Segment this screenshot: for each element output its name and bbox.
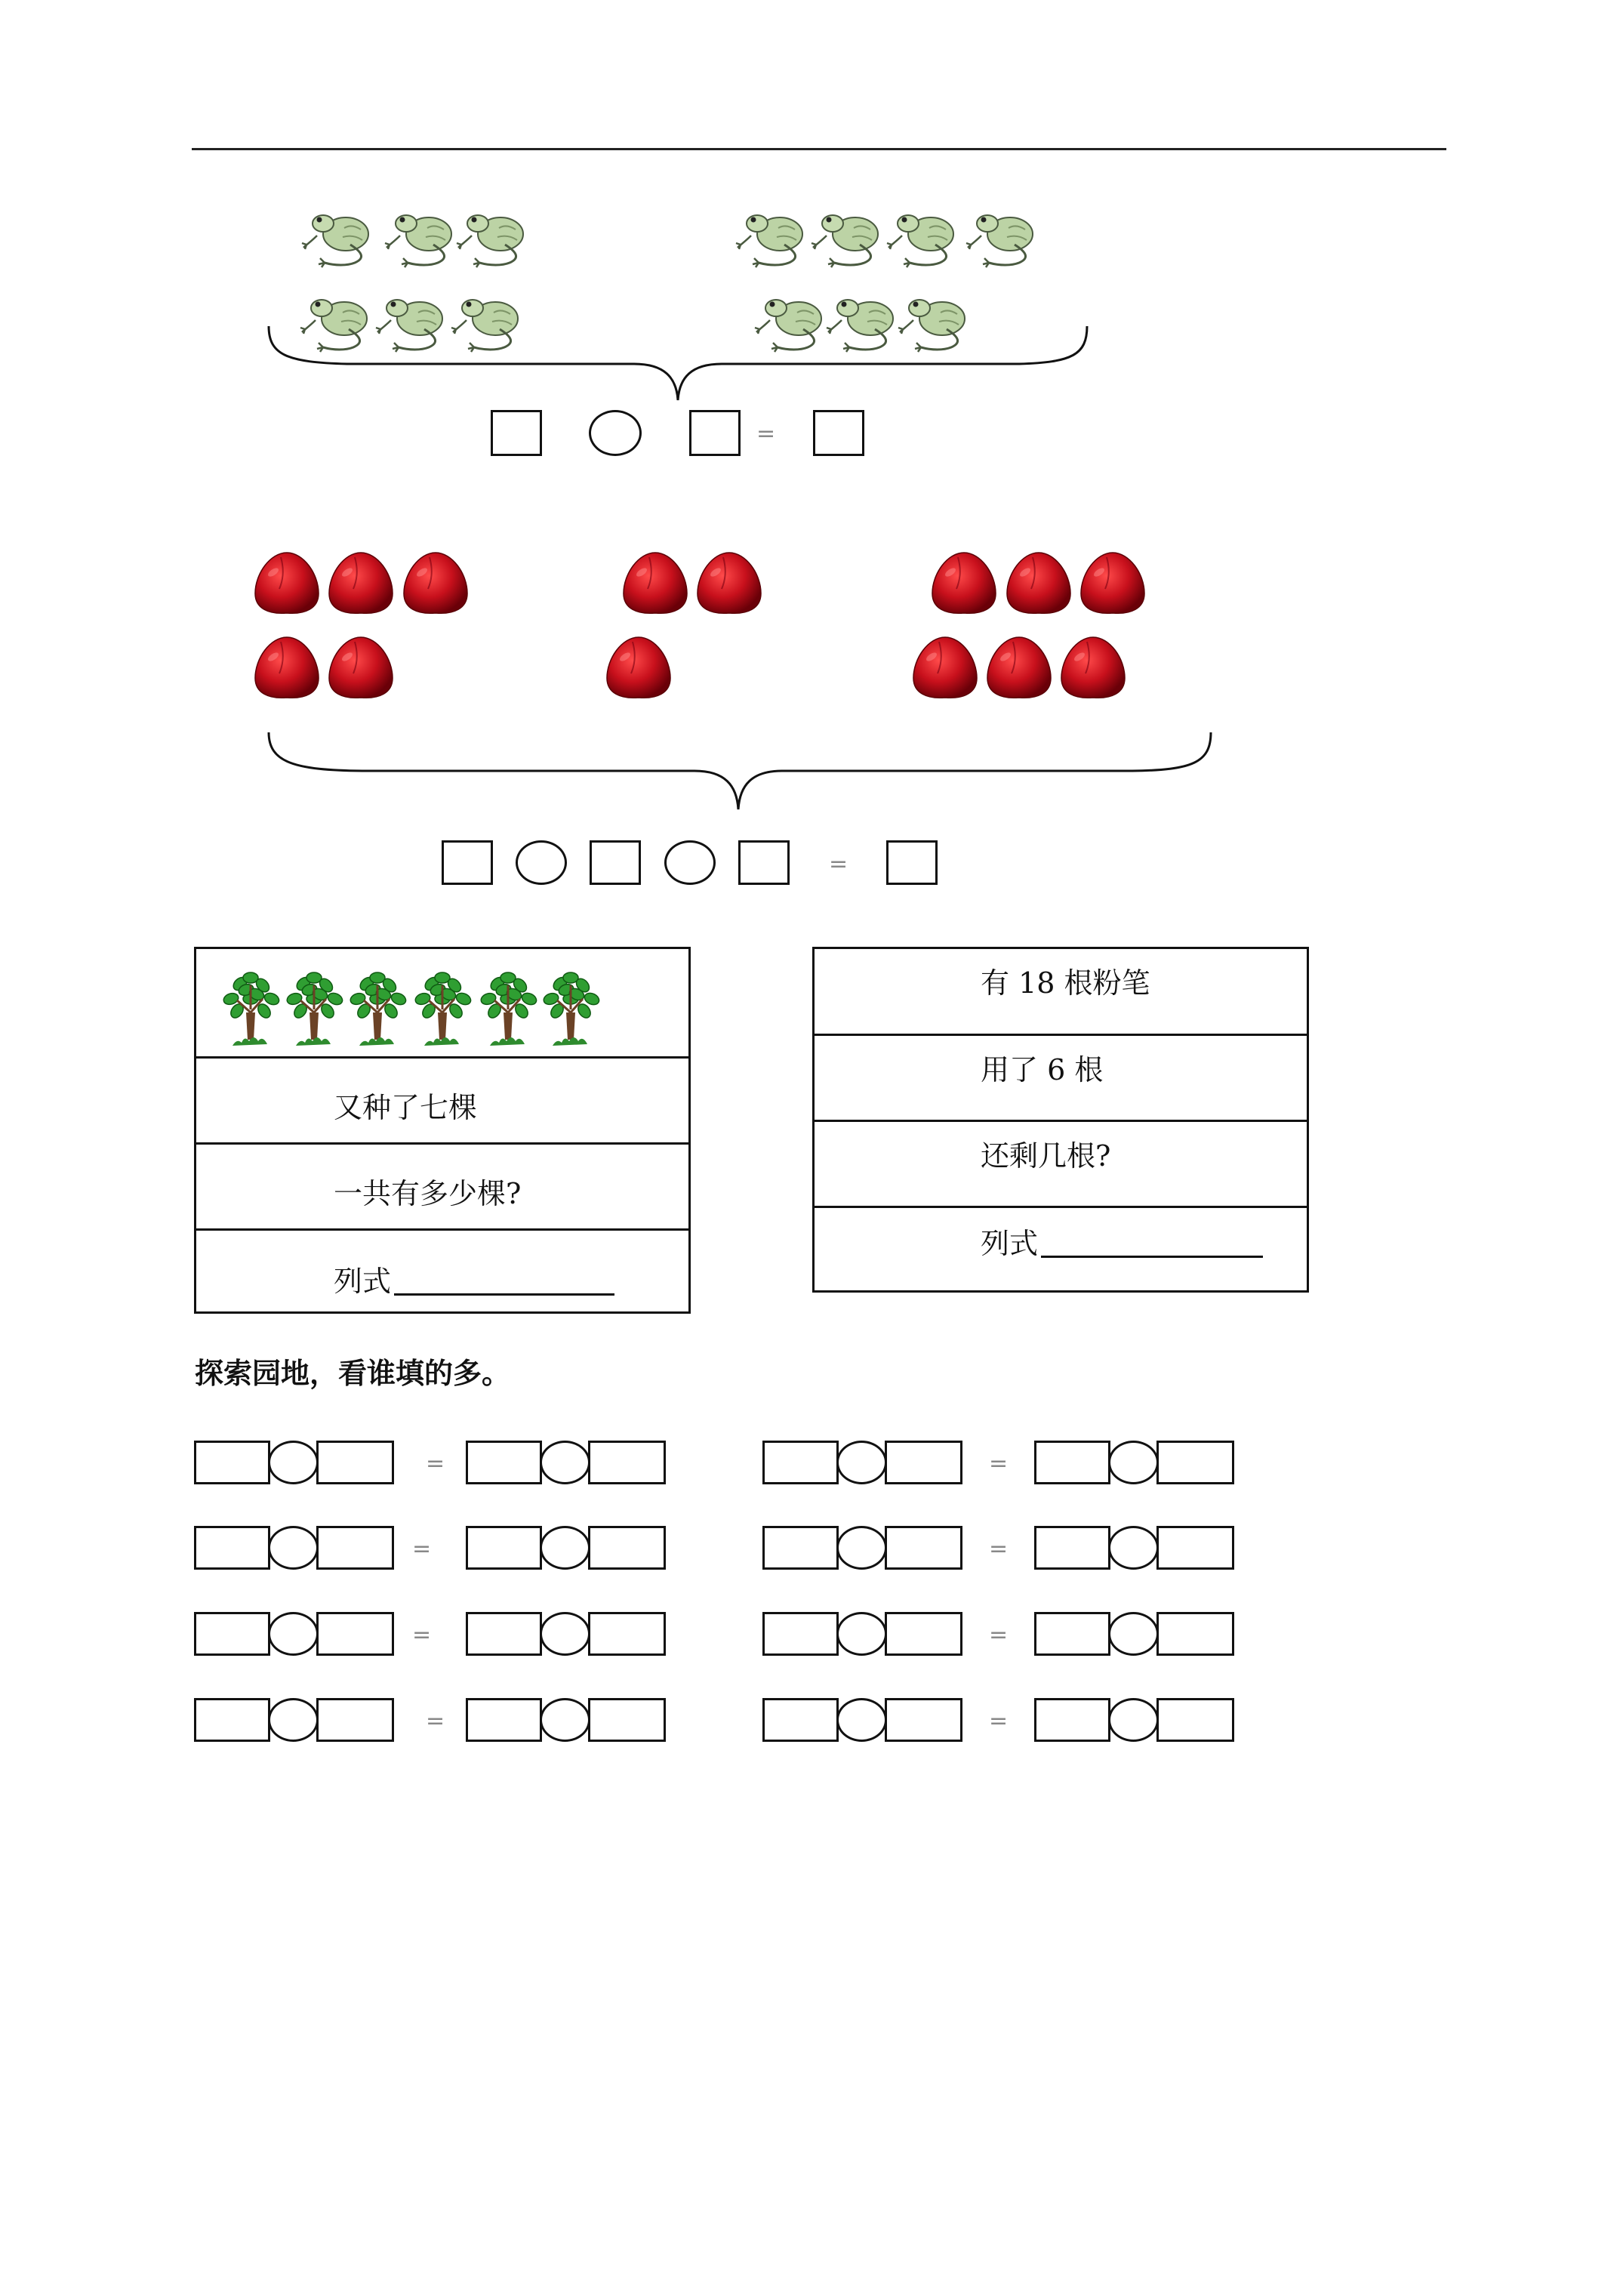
equals-sign: = <box>756 421 776 447</box>
operator-circle[interactable] <box>540 1612 590 1656</box>
operator-circle-1[interactable] <box>516 840 567 885</box>
answer-box[interactable] <box>466 1698 542 1742</box>
formula-line <box>334 1267 614 1296</box>
tree-icon <box>542 972 601 1046</box>
operator-circle[interactable] <box>836 1526 887 1570</box>
card-row <box>815 1206 1307 1293</box>
answer-box[interactable] <box>885 1526 962 1570</box>
formula-label: 列式 <box>981 1227 1039 1260</box>
equals-sign: = <box>989 1450 1009 1477</box>
answer-box[interactable] <box>1156 1698 1234 1742</box>
answer-box[interactable] <box>1156 1441 1234 1484</box>
tree-icon <box>414 972 473 1046</box>
equals-sign: = <box>412 1536 432 1562</box>
answer-box-3[interactable] <box>738 840 790 885</box>
tree-icon <box>479 972 538 1046</box>
operator-circle[interactable] <box>268 1441 319 1484</box>
formula-line <box>981 1229 1263 1258</box>
answer-box[interactable] <box>885 1441 962 1484</box>
problem-text: 用了 6 根 <box>981 1053 1104 1086</box>
card-row <box>196 1142 688 1228</box>
problem-text: 又种了七棵 <box>334 1091 478 1124</box>
answer-box[interactable] <box>1156 1526 1234 1570</box>
answer-box[interactable] <box>466 1441 542 1484</box>
formula-blank[interactable] <box>1041 1230 1263 1258</box>
section-heading: 探索园地，看谁填的多。 <box>195 1356 511 1390</box>
answer-box[interactable] <box>588 1526 666 1570</box>
operator-circle[interactable] <box>1108 1612 1159 1656</box>
operator-circle[interactable] <box>836 1698 887 1742</box>
operator-circle[interactable] <box>540 1526 590 1570</box>
equals-sign: = <box>989 1708 1009 1734</box>
card-trees <box>194 947 691 1314</box>
operator-circle[interactable] <box>268 1526 319 1570</box>
operator-circle-2[interactable] <box>664 840 716 885</box>
card-row <box>815 1120 1307 1206</box>
operator-circle[interactable] <box>540 1698 590 1742</box>
card-row <box>196 1056 688 1142</box>
answer-box[interactable] <box>762 1698 839 1742</box>
equals-sign: = <box>426 1708 445 1734</box>
question-text: 一共有多少棵? <box>334 1177 522 1210</box>
answer-box[interactable] <box>1034 1441 1110 1484</box>
equals-sign: = <box>426 1450 445 1477</box>
answer-box[interactable] <box>762 1612 839 1656</box>
equals-sign: = <box>412 1622 432 1648</box>
equals-sign: = <box>829 851 848 877</box>
formula-label: 列式 <box>334 1265 392 1298</box>
card-row <box>196 1228 688 1314</box>
tree-row <box>196 949 693 1055</box>
answer-box-2[interactable] <box>590 840 641 885</box>
answer-box[interactable] <box>194 1698 270 1742</box>
answer-box[interactable] <box>194 1612 270 1656</box>
card-chalk <box>812 947 1309 1293</box>
question-text: 还剩几根? <box>981 1139 1111 1173</box>
answer-box[interactable] <box>1034 1612 1110 1656</box>
formula-blank[interactable] <box>394 1268 614 1296</box>
equals-sign: = <box>989 1536 1009 1562</box>
operator-circle[interactable] <box>268 1612 319 1656</box>
answer-box[interactable] <box>1034 1698 1110 1742</box>
brace-section2 <box>0 0 1623 831</box>
card-row <box>815 1034 1307 1120</box>
tree-icon <box>349 972 408 1046</box>
answer-box[interactable] <box>466 1612 542 1656</box>
tree-icon <box>222 972 281 1046</box>
answer-box[interactable] <box>762 1441 839 1484</box>
operator-circle[interactable] <box>836 1441 887 1484</box>
tree-icon <box>285 972 344 1046</box>
operator-circle[interactable] <box>1108 1526 1159 1570</box>
answer-box[interactable] <box>885 1698 962 1742</box>
answer-box[interactable] <box>194 1441 270 1484</box>
answer-box[interactable] <box>316 1612 394 1656</box>
operator-circle[interactable] <box>1108 1441 1159 1484</box>
answer-box[interactable] <box>194 1526 270 1570</box>
answer-box-1[interactable] <box>442 840 493 885</box>
operator-circle[interactable] <box>540 1441 590 1484</box>
problem-text: 有 18 根粉笔 <box>981 966 1150 1000</box>
answer-box[interactable] <box>588 1698 666 1742</box>
answer-box[interactable] <box>316 1526 394 1570</box>
answer-box[interactable] <box>588 1441 666 1484</box>
operator-circle[interactable] <box>836 1612 887 1656</box>
answer-box[interactable] <box>588 1612 666 1656</box>
answer-box[interactable] <box>762 1526 839 1570</box>
equals-sign: = <box>989 1622 1009 1648</box>
answer-box[interactable] <box>885 1612 962 1656</box>
answer-box[interactable] <box>1034 1526 1110 1570</box>
answer-box[interactable] <box>316 1441 394 1484</box>
answer-box-result[interactable] <box>886 840 938 885</box>
operator-circle[interactable] <box>1108 1698 1159 1742</box>
answer-box[interactable] <box>1156 1612 1234 1656</box>
operator-circle[interactable] <box>268 1698 319 1742</box>
answer-box[interactable] <box>466 1526 542 1570</box>
answer-box[interactable] <box>316 1698 394 1742</box>
